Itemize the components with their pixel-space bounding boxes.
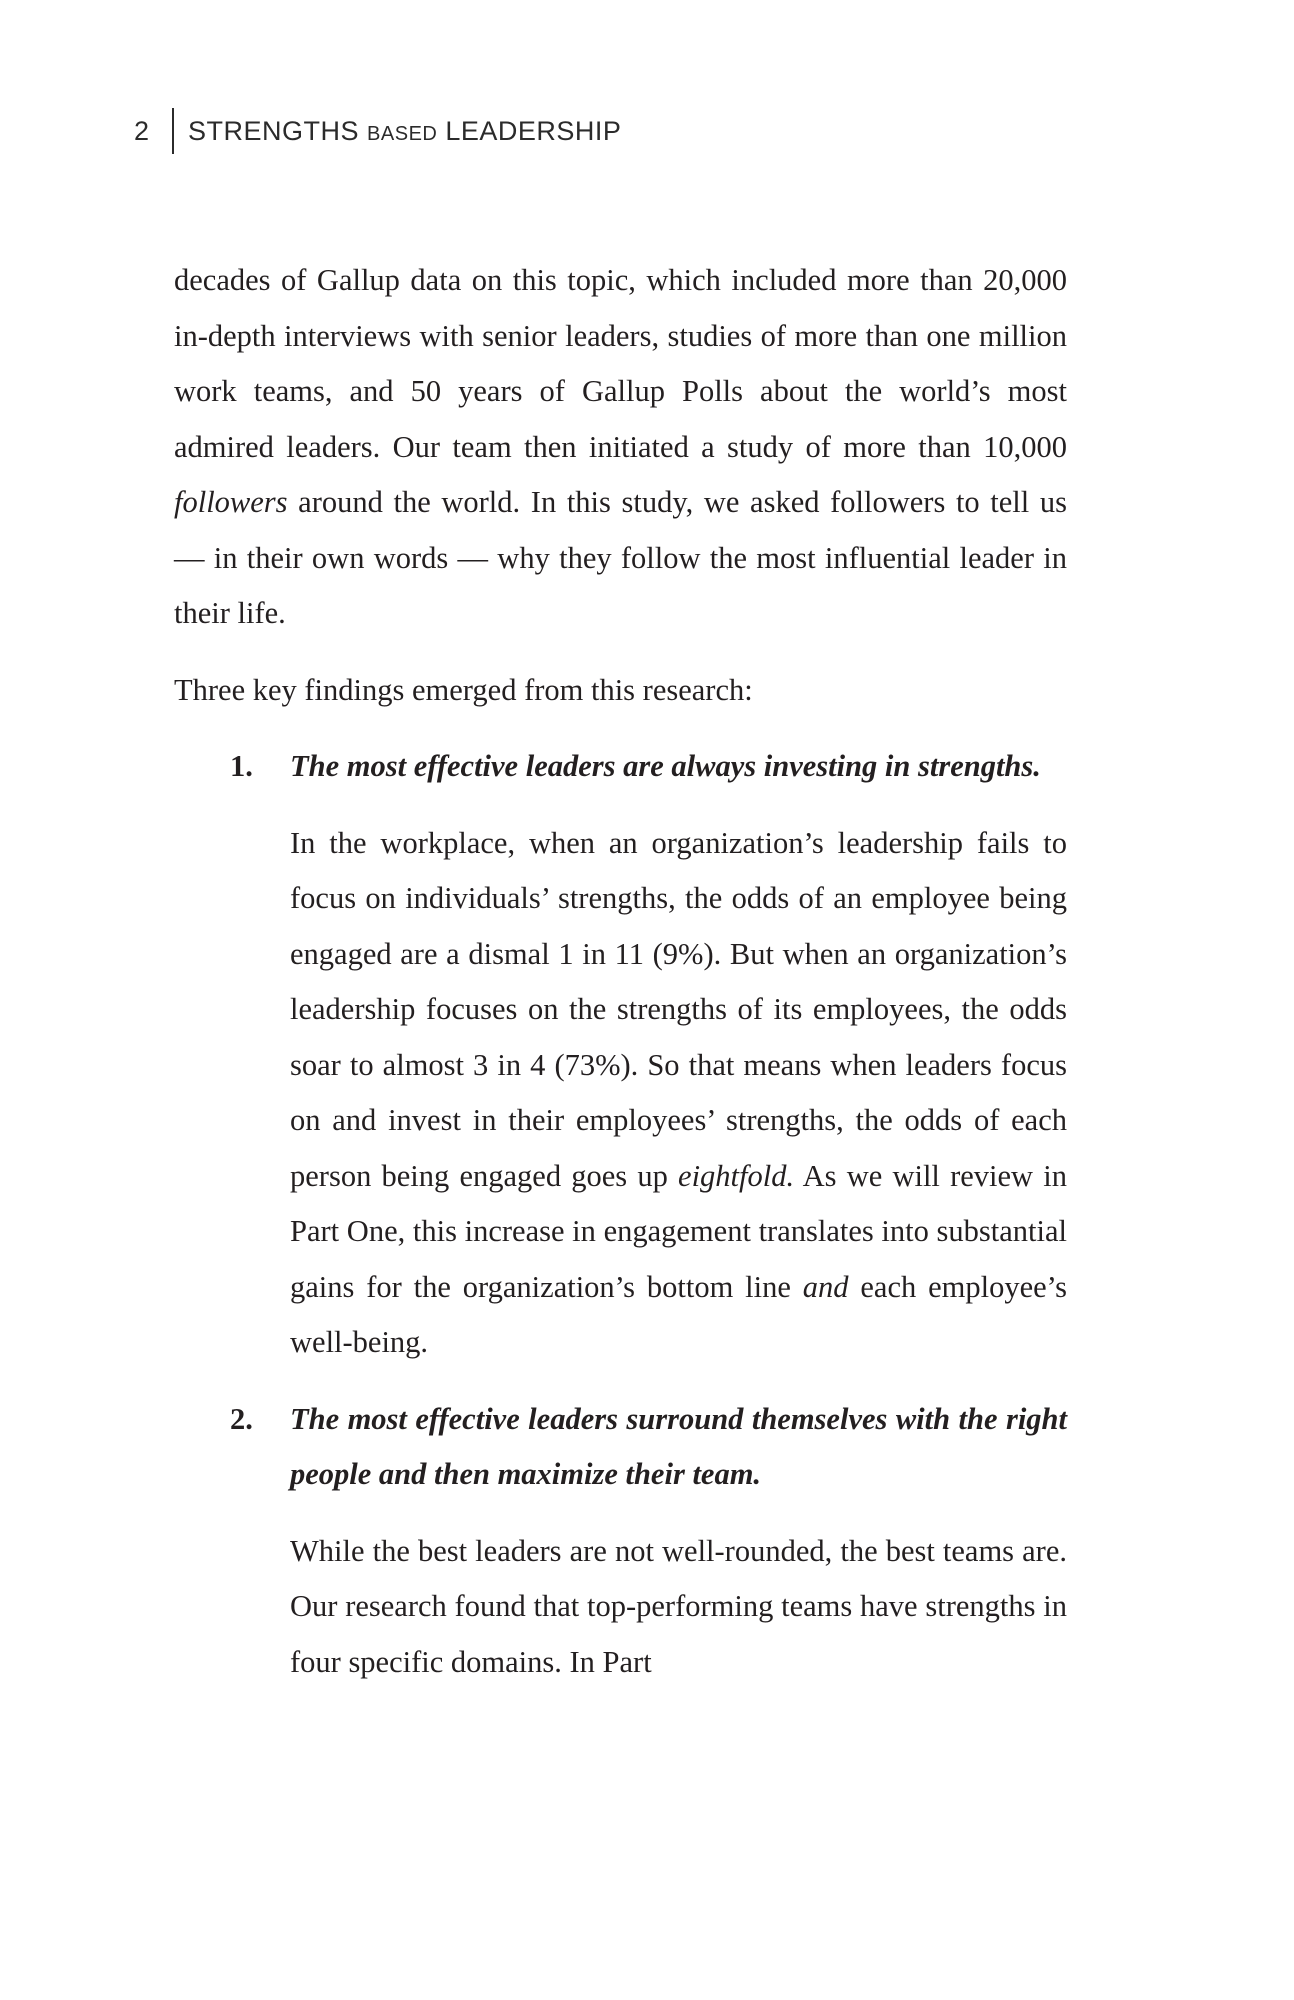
running-head (134, 108, 621, 154)
book-title-part-2: LEADERSHIP (437, 115, 622, 146)
finding-2 (230, 1392, 1067, 1691)
book-title-part-1: STRENGTHS (188, 115, 368, 146)
finding-1-emphasis-2: and (802, 1269, 849, 1304)
book-title (188, 116, 621, 147)
findings-lead-in: Three key findings emerged from this research: (174, 672, 753, 707)
finding-1-text-2: As we will review in Part One, this increase in engagement translates into substantial gains for the organization’s bottom line (290, 1158, 1067, 1304)
finding-1-body (290, 816, 1067, 1371)
intro-emphasis: followers (174, 485, 288, 519)
page-number: 2 (134, 115, 151, 146)
intro-text-1: decades of Gallup data on this topic, which included more than 20,000 in-depth interviews with senior leaders, studies of more than one million work teams, and 50 years of Gallup Polls about the world’s most admired leaders. Our team then initiated a study of more than 10,000 (174, 263, 1067, 464)
finding-2-title: The most effective leaders surround themselves with the right people and then maximize their team. (290, 1401, 1067, 1491)
running-head-divider (172, 108, 174, 154)
intro-paragraph (174, 253, 1067, 642)
intro-text-2: around the world. In this study, we asked followers to tell us — in their own words — why they follow the most influential leader in their life. (174, 485, 1067, 630)
page-body (174, 253, 1067, 1690)
book-title-small-caps: BASED (367, 122, 438, 145)
finding-1-text-3: each employee’s well-being. (290, 1269, 1067, 1359)
finding-1 (230, 739, 1067, 1371)
finding-2-number: 2. (230, 1401, 253, 1436)
finding-1-text-1: In the workplace, when an organization’s leadership fails to focus on individuals’ strengths, the odds of an employee being engaged are a dismal 1 in 11 (9%). But when an organization’s leadership focuses on the strengths of its employees, the odds soar to almost 3 in 4 (73%). So that means when leaders focus on and invest in their employees’ strengths, the odds of each person being engaged goes up (290, 825, 1067, 1193)
finding-1-emphasis-1: eightfold. (678, 1158, 795, 1193)
finding-2-body: While the best leaders are not well-rounded, the best teams are. Our research found that top-performing teams have strengths in four specific domains. In Part (290, 1533, 1067, 1679)
finding-1-title: The most effective leaders are always investing in strengths. (290, 749, 1041, 783)
finding-1-number: 1. (230, 749, 253, 783)
